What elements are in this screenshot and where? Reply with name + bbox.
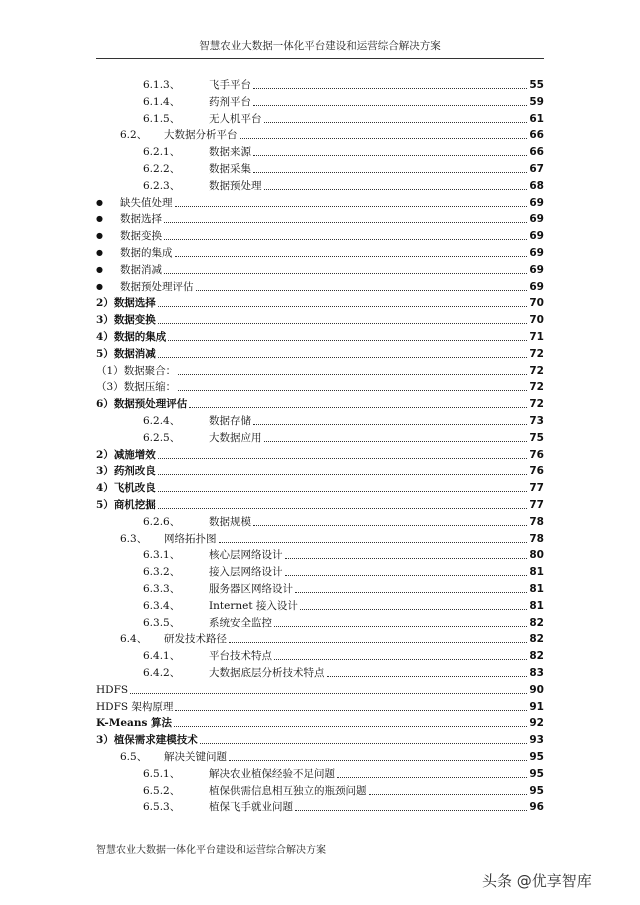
- toc-entry-number: 4）: [96, 331, 114, 343]
- toc-entry[interactable]: [143, 784, 544, 798]
- toc-entry-page: 69: [529, 196, 544, 209]
- toc-entry[interactable]: [96, 347, 544, 361]
- toc-entry-number: 3）: [96, 734, 114, 747]
- toc-entry-title: 植保需求建模技术: [113, 734, 198, 747]
- toc-entry-title: 数据的集成: [120, 247, 173, 259]
- toc-entry-title: Internet 接入设计: [209, 599, 298, 612]
- toc-entry-page: 77: [529, 499, 544, 511]
- toc-entry[interactable]: [96, 364, 544, 378]
- toc-dot-leader: [158, 474, 528, 475]
- toc-entry-number: 3）: [96, 314, 114, 327]
- toc-dot-leader: [337, 777, 527, 778]
- toc-entry[interactable]: [143, 582, 544, 596]
- toc-entry-title: 解决关键问题: [164, 751, 227, 763]
- toc-dot-leader: [178, 390, 527, 391]
- toc-entry[interactable]: [143, 767, 544, 781]
- toc-entry-page: 78: [529, 515, 544, 528]
- toc-dot-leader: [158, 458, 528, 459]
- toc-entry[interactable]: [96, 716, 544, 730]
- toc-entry-title: 药剂改良: [113, 465, 156, 478]
- toc-entry[interactable]: [143, 414, 544, 428]
- toc-dot-leader: [178, 374, 527, 375]
- toc-entry-page: 69: [529, 280, 544, 293]
- toc-dot-leader: [264, 441, 528, 442]
- bullet-icon: ●: [96, 264, 103, 274]
- toc-entry-title: 数据消减: [120, 263, 162, 276]
- toc-entry-page: 93: [529, 734, 544, 747]
- toc-entry-page: 55: [529, 79, 544, 91]
- toc-entry-number: （1）: [96, 364, 124, 377]
- toc-entry-page: 69: [529, 213, 544, 226]
- toc-entry-page: 69: [529, 230, 544, 243]
- toc-entry-page: 66: [529, 146, 544, 159]
- toc-dot-leader: [295, 810, 527, 811]
- toc-entry-page: 70: [529, 314, 544, 327]
- toc-entry-number: 6.1.5、: [143, 112, 181, 125]
- toc-entry-page: 91: [529, 700, 544, 713]
- toc-entry-title: 植保供需信息相互独立的瓶颈问题: [209, 784, 367, 797]
- toc-dot-leader: [300, 609, 527, 610]
- toc-entry-number: 6.3.5、: [143, 616, 181, 629]
- toc-entry-title: K-Means 算法: [96, 717, 173, 730]
- toc-entry[interactable]: [96, 397, 544, 411]
- toc-entry-page: 69: [529, 247, 544, 259]
- toc-entry-page: 67: [529, 163, 544, 175]
- toc-entry-number: 6.4、: [120, 633, 148, 646]
- toc-entry-number: 6.2.2、: [143, 163, 181, 175]
- toc-entry[interactable]: [96, 229, 544, 243]
- toc-dot-leader: [168, 340, 527, 341]
- toc-entry[interactable]: [96, 263, 544, 277]
- toc-entry-title: 系统安全监控: [209, 616, 272, 629]
- toc-entry[interactable]: [143, 548, 544, 562]
- toc-entry-page: 68: [529, 179, 544, 192]
- toc-entry-title: 减施增效: [113, 448, 156, 461]
- toc-entry-number: 6.2.1、: [143, 146, 181, 159]
- toc-entry-title: 植保飞手就业问题: [209, 801, 293, 814]
- toc-entry-title: 解决农业植保经验不足问题: [209, 767, 335, 780]
- toc-entry-number: 6.3.3、: [143, 583, 181, 595]
- toc-dot-leader: [253, 105, 527, 106]
- toc-entry-number: 6.4.2、: [143, 667, 181, 679]
- toc-entry-number: 6.5.3、: [143, 801, 181, 814]
- toc-entry-page: 95: [529, 784, 544, 797]
- toc-entry-number: （3）: [96, 381, 124, 394]
- toc-entry-title: 大数据应用: [209, 431, 262, 444]
- toc-entry-title: 数据聚合：: [123, 364, 177, 377]
- toc-entry-title: 商机挖掘: [113, 499, 156, 511]
- toc-dot-leader: [253, 424, 527, 425]
- toc-entry-page: 81: [529, 566, 544, 579]
- toc-entry-page: 83: [529, 667, 544, 679]
- toc-entry-number: 2）: [96, 297, 114, 310]
- toc-entry-page: 69: [529, 263, 544, 276]
- toc-entry-number: 6.2、: [120, 129, 148, 142]
- toc-entry-title: 大数据分析平台: [164, 129, 238, 142]
- toc-dot-leader: [164, 239, 527, 240]
- toc-entry-number: 6.3.4、: [143, 599, 181, 612]
- toc-entry[interactable]: [96, 196, 544, 210]
- toc-entry-title: HDFS 架构原理: [96, 700, 174, 713]
- toc-entry-title: 缺失值处理: [120, 196, 173, 209]
- toc-entry-title: 数据预处理: [209, 179, 262, 192]
- toc-entry[interactable]: [120, 532, 544, 546]
- toc-entry-page: 82: [529, 650, 544, 663]
- toc-entry-number: 5）: [96, 347, 114, 360]
- toc-entry-number: 2）: [96, 448, 114, 461]
- toc-entry-title: 数据来源: [209, 146, 251, 159]
- toc-entry[interactable]: [143, 616, 544, 630]
- toc-entry[interactable]: [96, 313, 544, 327]
- toc-entry[interactable]: [96, 683, 544, 697]
- toc-dot-leader: [175, 206, 528, 207]
- page-footer: 智慧农业大数据一体化平台建设和运营综合解决方案: [96, 845, 326, 856]
- toc-dot-leader: [158, 491, 528, 492]
- toc-entry-page: 75: [529, 431, 544, 444]
- toc-entry-page: 95: [529, 767, 544, 780]
- toc-entry-page: 90: [529, 683, 544, 696]
- toc-dot-leader: [175, 710, 527, 711]
- toc-dot-leader: [164, 222, 527, 223]
- toc-entry[interactable]: [96, 246, 544, 260]
- toc-entry-page: 71: [529, 331, 544, 343]
- toc-entry-number: 6.3.2、: [143, 566, 181, 579]
- toc-entry-title: 研发技术路径: [164, 633, 227, 646]
- toc-dot-leader: [164, 273, 527, 274]
- toc-entry[interactable]: [96, 380, 544, 394]
- toc-entry-title: 药剂平台: [209, 95, 251, 108]
- toc-entry[interactable]: [143, 431, 544, 445]
- toc-dot-leader: [229, 760, 527, 761]
- toc-entry-page: 61: [529, 112, 544, 125]
- toc-entry-number: 6.5、: [120, 751, 148, 763]
- toc-entry-number: 6.4.1、: [143, 650, 181, 663]
- toc-dot-leader: [295, 592, 527, 593]
- toc-entry[interactable]: [143, 179, 544, 193]
- toc-dot-leader: [158, 357, 528, 358]
- toc-entry-page: 73: [529, 415, 544, 427]
- toc-entry-title: 数据预处理评估: [120, 280, 194, 293]
- toc-dot-leader: [175, 256, 528, 257]
- toc-entry-title: 数据规模: [209, 515, 251, 528]
- toc-entry-number: 3）: [96, 465, 114, 478]
- toc-entry[interactable]: [96, 464, 544, 478]
- bullet-icon: ●: [96, 281, 103, 291]
- toc-entry[interactable]: [143, 112, 544, 126]
- toc-entry[interactable]: [143, 95, 544, 109]
- toc-dot-leader: [253, 172, 527, 173]
- toc-entry-title: 数据选择: [113, 297, 156, 310]
- toc-dot-leader: [200, 743, 528, 744]
- toc-entry[interactable]: [143, 515, 544, 529]
- toc-entry-page: 82: [529, 633, 544, 646]
- toc-entry-number: 6.2.3、: [143, 179, 181, 192]
- watermark-logo: 头条 @优享智库: [482, 872, 592, 890]
- toc-entry-title: 服务器区网络设计: [209, 583, 293, 595]
- toc-dot-leader: [240, 138, 528, 139]
- toc-entry[interactable]: [143, 666, 544, 680]
- toc-dot-leader: [189, 407, 527, 408]
- toc-dot-leader: [285, 558, 528, 559]
- toc-entry-title: 数据的集成: [113, 331, 167, 343]
- toc-entry[interactable]: [143, 599, 544, 613]
- toc-entry-page: 96: [529, 801, 544, 814]
- toc-entry-title: HDFS: [96, 683, 129, 696]
- toc-entry-title: 数据变换: [120, 230, 162, 243]
- toc-entry-title: 无人机平台: [209, 112, 262, 125]
- toc-dot-leader: [158, 508, 528, 509]
- toc-dot-leader: [253, 155, 527, 156]
- toc-entry[interactable]: [96, 481, 544, 495]
- bullet-icon: ●: [96, 197, 103, 207]
- toc-entry-page: 72: [529, 398, 544, 411]
- toc-entry-number: 6.3.1、: [143, 549, 181, 562]
- toc-dot-leader: [253, 88, 527, 89]
- toc-entry-title: 数据消减: [113, 347, 156, 360]
- toc-entry[interactable]: [96, 280, 544, 294]
- toc-entry-number: 6.5.2、: [143, 784, 181, 797]
- toc-entry-page: 78: [529, 532, 544, 545]
- toc-entry-number: 6.2.6、: [143, 515, 181, 528]
- toc-dot-leader: [219, 542, 528, 543]
- toc-entry-number: 5）: [96, 499, 114, 511]
- toc-entry-number: 6.2.4、: [143, 415, 181, 427]
- toc-entry-page: 82: [529, 616, 544, 629]
- toc-entry-title: 大数据底层分析技术特点: [209, 667, 325, 679]
- toc-dot-leader: [253, 525, 527, 526]
- toc-entry-page: 77: [529, 482, 544, 495]
- toc-dot-leader: [229, 642, 527, 643]
- toc-entry-number: 6.3、: [120, 532, 148, 545]
- toc-entry-page: 81: [529, 599, 544, 612]
- toc-dot-leader: [274, 659, 527, 660]
- toc-entry-page: 70: [529, 297, 544, 310]
- bullet-icon: ●: [96, 248, 103, 257]
- toc-entry-page: 72: [529, 347, 544, 360]
- toc-entry-title: 数据选择: [120, 213, 162, 226]
- toc-entry-title: 数据变换: [113, 314, 156, 327]
- toc-entry-title: 数据预处理评估: [113, 398, 188, 411]
- toc-entry-title: 平台技术特点: [209, 650, 272, 663]
- toc-dot-leader: [196, 290, 528, 291]
- toc-dot-leader: [285, 575, 528, 576]
- toc-entry-page: 95: [529, 751, 544, 763]
- toc-entry-page: 80: [529, 549, 544, 562]
- toc-entry-title: 核心层网络设计: [209, 549, 283, 562]
- toc-entry-page: 72: [529, 364, 544, 377]
- toc-entry-number: 6.1.4、: [143, 95, 181, 108]
- toc-entry-title: 数据压缩：: [123, 381, 177, 394]
- toc-entry-page: 92: [529, 717, 544, 730]
- toc-entry[interactable]: [96, 212, 544, 226]
- toc-entry[interactable]: [143, 145, 544, 159]
- toc-entry-page: 66: [529, 129, 544, 142]
- toc-entry-title: 数据存储: [209, 415, 251, 427]
- page-header: 智慧农业大数据一体化平台建设和运营综合解决方案: [199, 40, 441, 52]
- toc-entry-number: 4）: [96, 482, 114, 495]
- toc-entry[interactable]: [143, 565, 544, 579]
- toc-entry-page: 76: [529, 465, 544, 478]
- toc-entry[interactable]: [120, 632, 544, 646]
- toc-entry[interactable]: [143, 800, 544, 814]
- toc-entry-title: 网络拓扑图: [164, 532, 217, 545]
- toc-entry-page: 76: [529, 448, 544, 461]
- header-divider: [96, 58, 544, 59]
- toc-entry-number: 6）: [96, 398, 114, 411]
- toc-entry[interactable]: [96, 448, 544, 462]
- bullet-icon: ●: [96, 214, 103, 224]
- toc-dot-leader: [327, 676, 528, 677]
- toc-dot-leader: [264, 122, 528, 123]
- toc-entry-number: 6.1.3、: [143, 79, 181, 91]
- toc-entry-title: 接入层网络设计: [209, 566, 283, 579]
- toc-entry[interactable]: [96, 733, 544, 747]
- toc-dot-leader: [274, 626, 527, 627]
- toc-entry-title: 数据采集: [209, 163, 251, 175]
- toc-entry-page: 81: [529, 583, 544, 595]
- toc-entry-number: 6.5.1、: [143, 767, 181, 780]
- toc-entry-page: 72: [529, 381, 544, 394]
- toc-entry[interactable]: [143, 162, 544, 176]
- toc-entry[interactable]: [96, 296, 544, 310]
- toc-entry[interactable]: [143, 78, 544, 92]
- toc-entry[interactable]: [96, 330, 544, 344]
- toc-dot-leader: [158, 306, 528, 307]
- toc-dot-leader: [264, 189, 528, 190]
- bullet-icon: ●: [96, 231, 103, 241]
- toc-entry[interactable]: [96, 498, 544, 512]
- toc-dot-leader: [130, 693, 527, 694]
- toc-dot-leader: [174, 726, 527, 727]
- toc-entry[interactable]: [96, 700, 544, 714]
- toc-entry[interactable]: [143, 649, 544, 663]
- toc-entry-title: 飞手平台: [209, 79, 251, 91]
- toc-entry[interactable]: [120, 128, 544, 142]
- toc-entry[interactable]: [120, 750, 544, 764]
- toc-entry-page: 59: [529, 95, 544, 108]
- toc-dot-leader: [158, 323, 528, 324]
- toc-dot-leader: [369, 794, 528, 795]
- toc-entry-title: 飞机改良: [113, 482, 156, 495]
- toc-entry-number: 6.2.5、: [143, 431, 181, 444]
